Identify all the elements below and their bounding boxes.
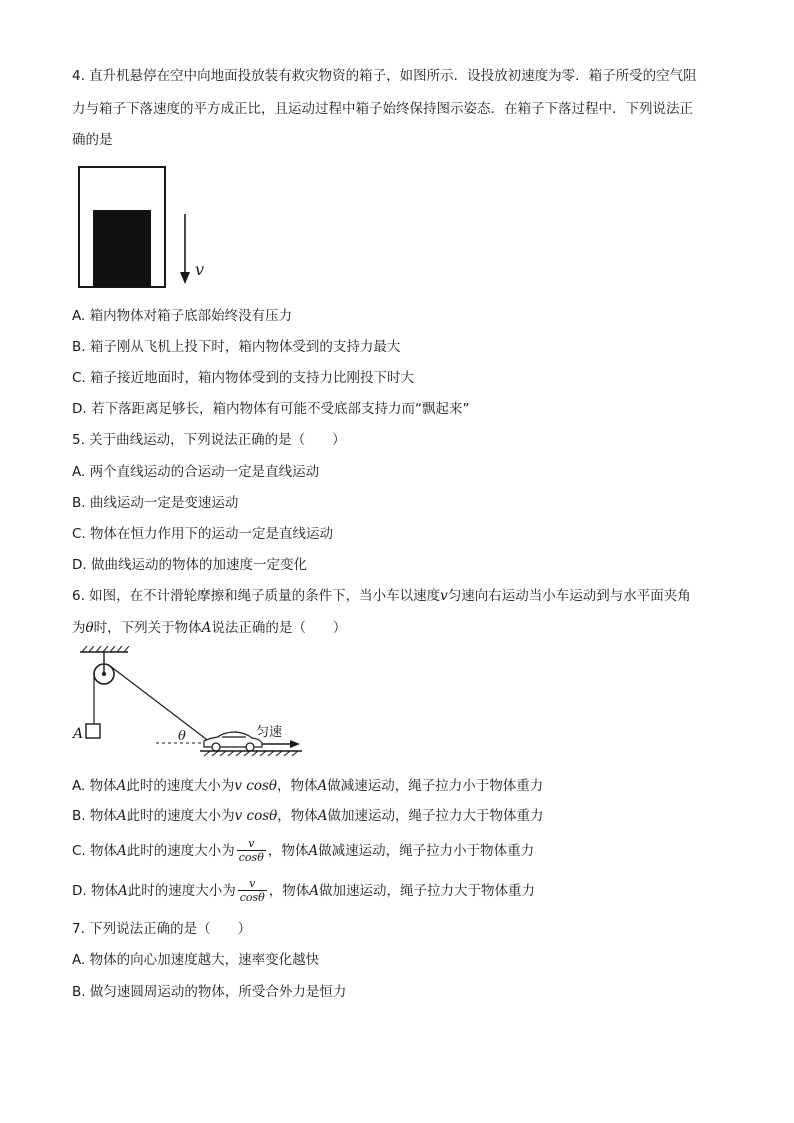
q6-option-d — [72, 878, 535, 904]
q6-a-expr: v cosθ — [234, 778, 278, 794]
uniform-label: 匀速 — [256, 725, 283, 740]
q6-stem-text-e: 说法正确的是（ ） — [211, 620, 347, 636]
q6-a-pre: A. 物体 — [72, 778, 117, 794]
q4-option-c: C. 箱子接近地面时，箱内物体受到的支持力比刚投下时大 — [72, 370, 415, 386]
q6-d-A2: A — [309, 883, 320, 899]
q4-option-a: A. 箱内物体对箱子底部始终没有压力 — [72, 308, 293, 324]
q6-d-fraction — [238, 878, 267, 904]
q4-option-d: D. 若下落距离足够长，箱内物体有可能不受底部支持力而“飘起来” — [72, 401, 470, 417]
q5-option-d: D. 做曲线运动的物体的加速度一定变化 — [72, 557, 307, 573]
car — [204, 732, 262, 751]
q6-c-A2: A — [308, 843, 319, 859]
q7-stem: 7. 下列说法正确的是（ ） — [72, 921, 252, 937]
block-A — [86, 724, 100, 738]
q6-d-denominator: cosθ — [239, 891, 265, 904]
q6-stem-text-a: 6. 如图，在不计滑轮摩擦和绳子质量的条件下，当小车以速度 — [72, 588, 441, 604]
q7-option-b: B. 做匀速圆周运动的物体，所受合外力是恒力 — [72, 984, 347, 1000]
q5-stem: 5. 关于曲线运动，下列说法正确的是（ ） — [72, 432, 346, 448]
q6-d-post: 做加速运动，绳子拉力大于物体重力 — [319, 883, 536, 899]
q6-b-A2: A — [317, 808, 328, 824]
q6-d-mid: 此时的速度大小为 — [127, 883, 236, 899]
q6-stem-A: A — [201, 620, 212, 636]
motion-arrowhead — [290, 740, 300, 748]
q6-c-numerator: v — [237, 838, 266, 851]
q6-a-sep: ，物体 — [277, 778, 318, 794]
q6-stem-line2 — [72, 618, 346, 638]
q6-option-b — [72, 806, 544, 826]
q6-stem-text-b: 匀速向右运动当小车运动到与水平面夹角 — [447, 588, 691, 604]
q6-c-mid: 此时的速度大小为 — [126, 843, 235, 859]
ground-hatching — [204, 751, 298, 756]
q6-c-fraction — [237, 838, 266, 864]
q6-pulley-figure — [70, 646, 310, 756]
q6-b-mid: 此时的速度大小为 — [126, 808, 235, 824]
q6-b-pre: B. 物体 — [72, 808, 117, 824]
q6-b-expr: v cosθ — [234, 808, 278, 824]
q6-a-post: 做减速运动，绳子拉力小于物体重力 — [327, 778, 544, 794]
q6-b-A: A — [116, 808, 127, 824]
q4-stem-line1: 4. 直升机悬停在空中向地面投放装有救灾物资的箱子，如图所示．设投放初速度为零．箱子所受的空气阻 — [72, 68, 697, 84]
q6-a-mid: 此时的速度大小为 — [126, 778, 235, 794]
q4-stem-line2: 力与箱子下落速度的平方成正比，且运动过程中箱子始终保持图示姿态．在箱子下落过程中．下列说法正 — [72, 101, 693, 117]
ceiling-hatching — [82, 646, 129, 652]
q6-c-pre: C. 物体 — [72, 843, 118, 859]
q6-option-a — [72, 776, 543, 796]
q6-c-denominator: cosθ — [238, 851, 264, 864]
rope-slanted — [110, 666, 210, 742]
q5-option-a: A. 两个直线运动的合运动一定是直线运动 — [72, 464, 320, 480]
q4-box-figure — [74, 162, 224, 294]
q5-option-c: C. 物体在恒力作用下的运动一定是直线运动 — [72, 526, 334, 542]
q6-a-A2: A — [317, 778, 328, 794]
q5-option-b: B. 曲线运动一定是变速运动 — [72, 495, 239, 511]
cargo-block — [93, 210, 151, 287]
q6-stem-v: v — [440, 588, 448, 604]
q6-a-A: A — [116, 778, 127, 794]
q4-option-b: B. 箱子刚从飞机上投下时，箱内物体受到的支持力最大 — [72, 339, 401, 355]
q6-d-sep: ，物体 — [268, 883, 310, 899]
q6-b-sep: ，物体 — [277, 808, 318, 824]
q6-option-c — [72, 838, 534, 864]
q6-d-pre: D. 物体 — [72, 883, 118, 899]
velocity-arrowhead — [180, 272, 190, 284]
q6-b-post: 做加速运动，绳子拉力大于物体重力 — [327, 808, 544, 824]
q6-stem-text-c: 为 — [72, 620, 86, 636]
block-A-label: A — [73, 726, 84, 742]
q6-c-A: A — [117, 843, 127, 859]
q6-c-post: 做减速运动，绳子拉力小于物体重力 — [318, 843, 535, 859]
q6-stem-theta: θ — [85, 620, 94, 636]
q6-d-numerator: v — [238, 878, 267, 891]
q6-stem-line1 — [72, 586, 691, 606]
q7-option-a: A. 物体的向心加速度越大，速率变化越快 — [72, 952, 320, 968]
q6-stem-text-d: 时，下列关于物体 — [93, 620, 202, 636]
q4-stem-line3: 确的是 — [72, 132, 113, 148]
pulley-axle — [102, 672, 106, 676]
theta-label: θ — [178, 729, 186, 744]
velocity-label: v — [195, 260, 205, 279]
q6-d-A: A — [117, 883, 128, 899]
q6-c-sep: ，物体 — [267, 843, 309, 859]
